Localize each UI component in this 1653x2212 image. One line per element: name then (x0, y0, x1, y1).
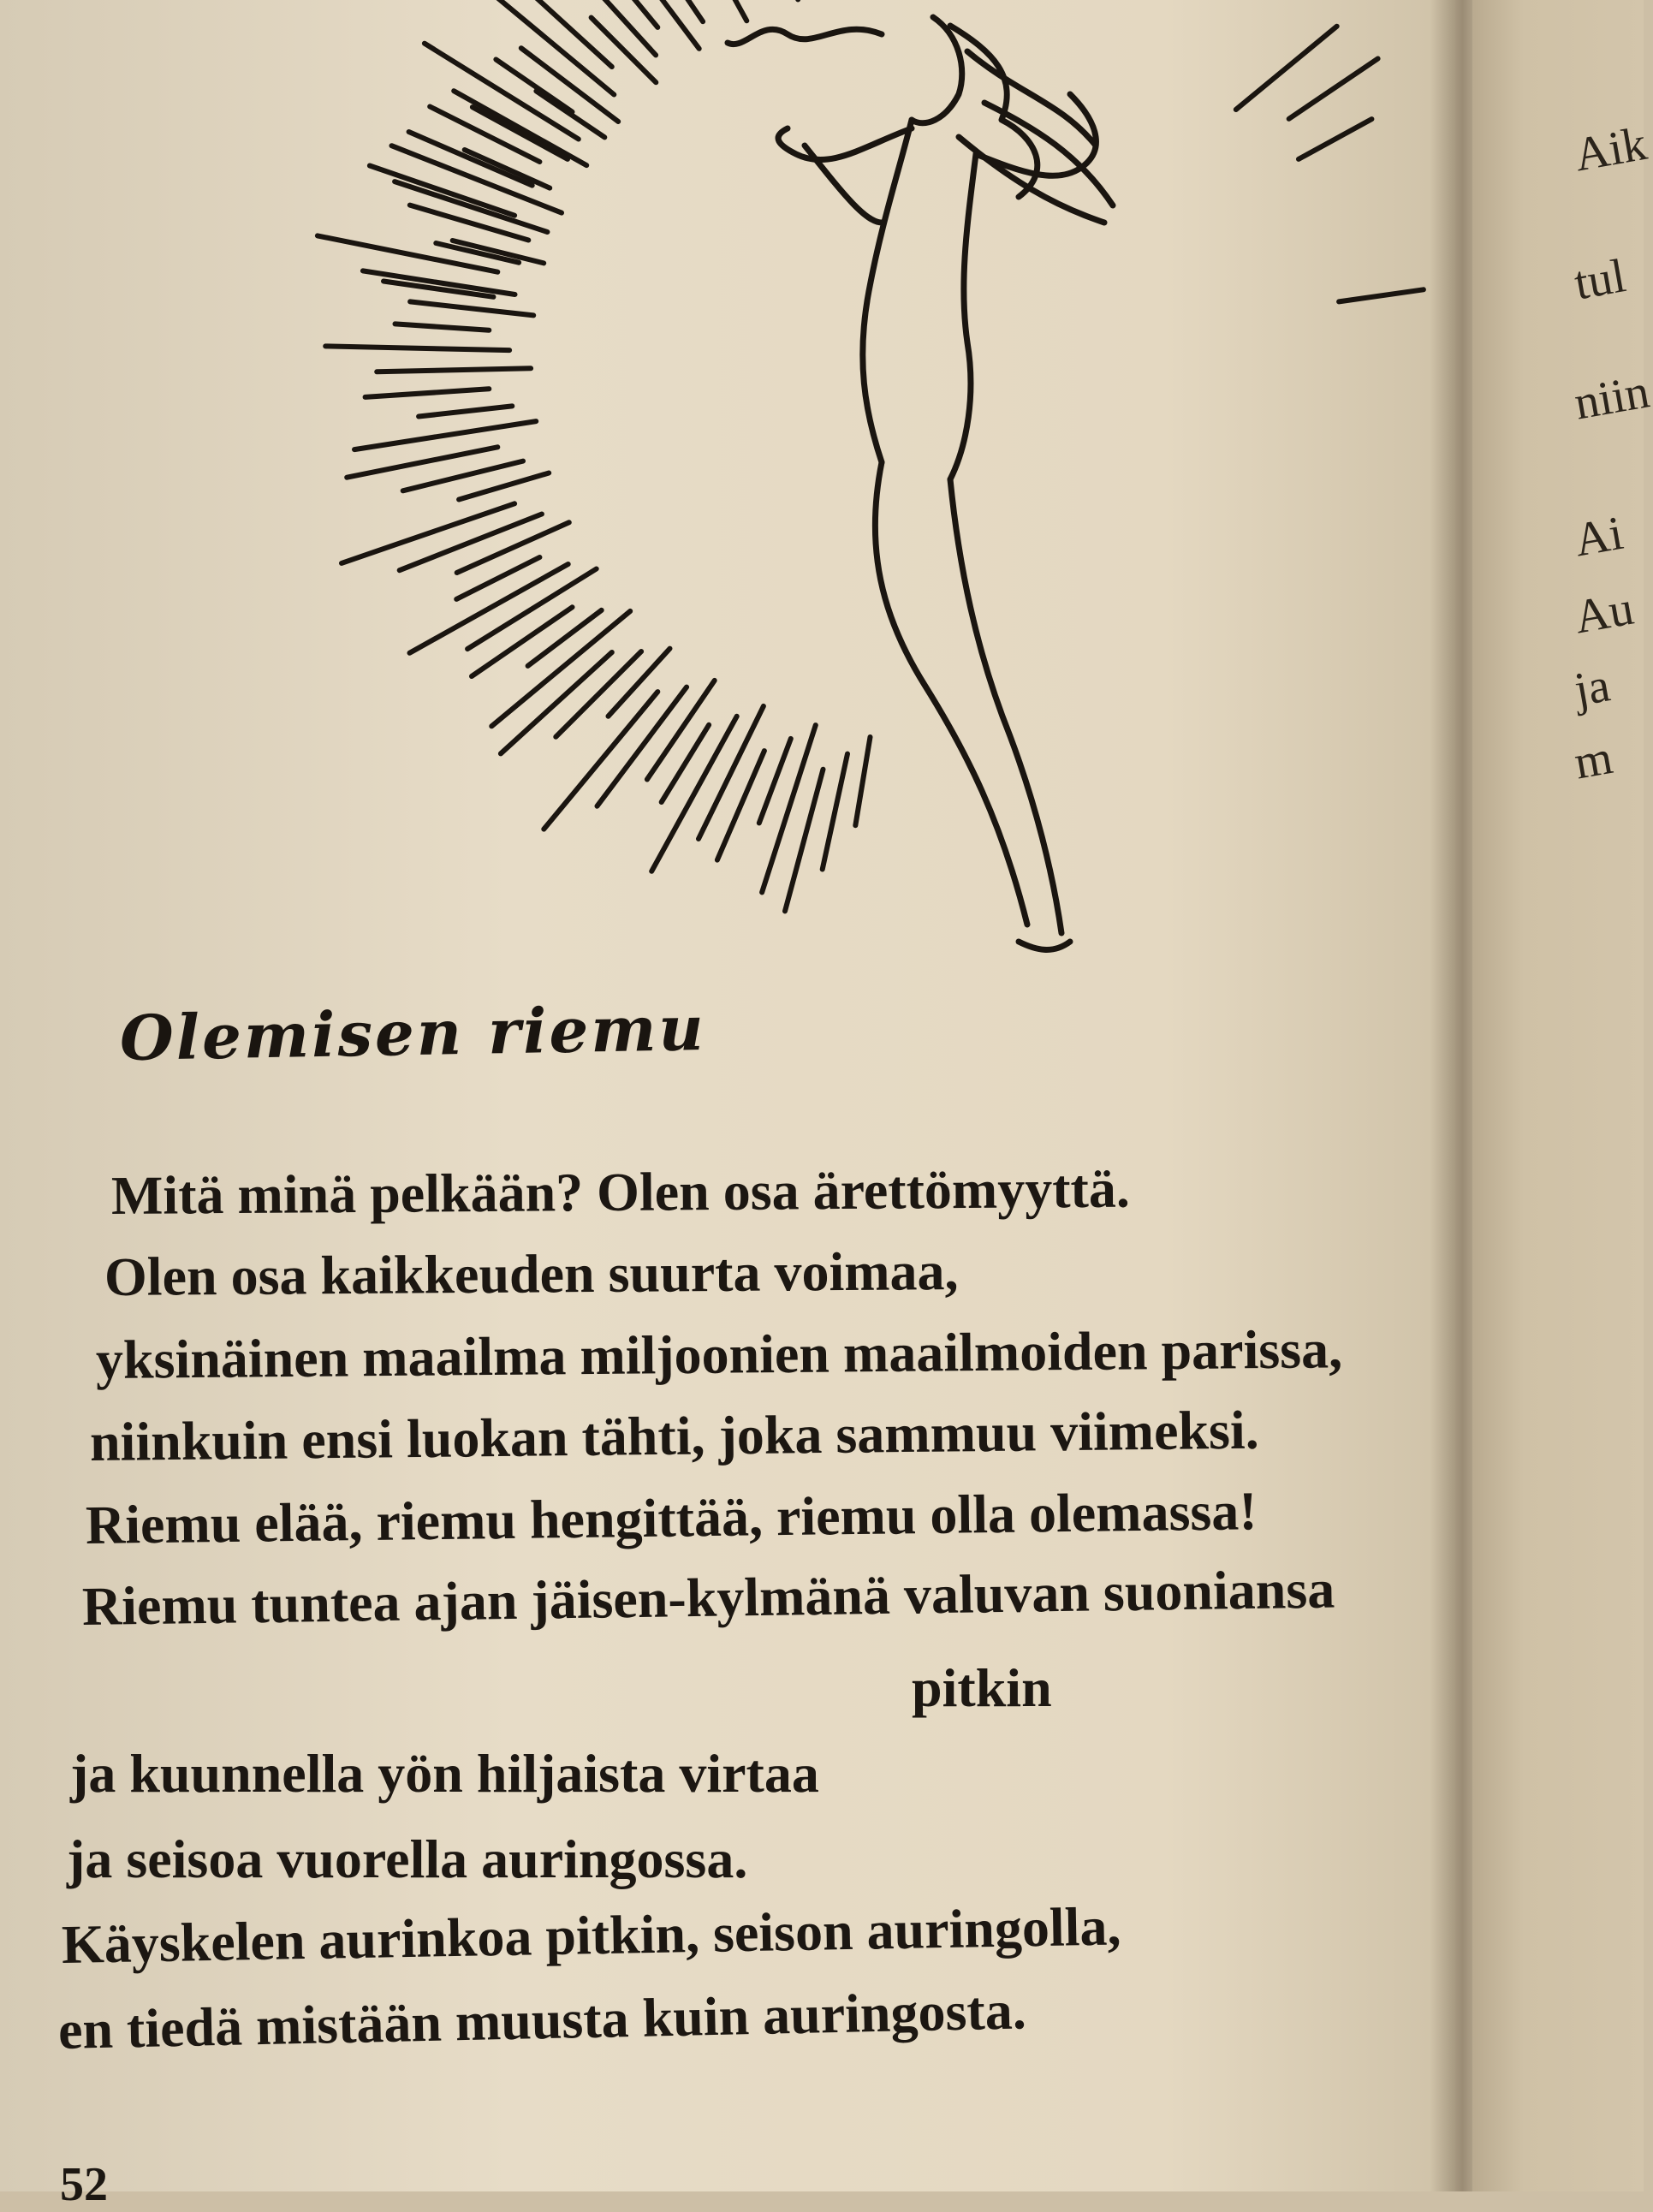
sun-ray (592, 18, 657, 83)
sun-ray (717, 751, 764, 860)
sun-ray (662, 725, 709, 802)
poem-line: Riemu tuntea ajan jäisen-kylmänä valuvan suoniansa (81, 1558, 1335, 1637)
sun-ray (370, 166, 514, 216)
poem-line: pitkin (912, 1657, 1052, 1718)
facing-fragment: Au (1570, 581, 1638, 645)
sun-ray (855, 737, 870, 825)
page-number: 52 (60, 2158, 108, 2211)
poem-line: niinkuin ensi luokan tähti, joka sammuu viimeksi. (89, 1399, 1260, 1472)
facing-fragment: ja (1570, 658, 1614, 717)
poem-line: yksinäinen maailma miljoonien maailmoiden parissa, (95, 1318, 1343, 1390)
sun-ray (457, 522, 569, 573)
poem-line: Riemu elää, riemu hengittää, riemu olla olemassa! (85, 1480, 1258, 1555)
sun-ray (1289, 59, 1378, 119)
sun-ray (377, 368, 531, 372)
sun-ray (609, 649, 670, 717)
poem-line: en tiedä mistään muusta kuin auringosta. (57, 1979, 1027, 2060)
poem-line: ja kuunnella yön hiljaista virtaa (70, 1743, 819, 1804)
facing-fragment: Aik (1570, 116, 1651, 182)
sun-ray (419, 406, 512, 416)
sun-ray (410, 205, 529, 241)
sun-ray (354, 421, 536, 449)
sun-ray (785, 770, 824, 912)
sun-ray (456, 557, 539, 599)
poem-line: ja seisoa vuorella auringossa. (67, 1828, 748, 1889)
sun-ray (366, 389, 490, 397)
sun-ray (823, 754, 847, 870)
sun-ray (528, 610, 602, 666)
poem-line: Käyskelen aurinkoa pitkin, seison auringolla, (61, 1895, 1122, 1975)
right-page (1472, 0, 1644, 2191)
sun-ray (410, 301, 533, 315)
sun-ray (410, 564, 568, 653)
sun-ray (491, 611, 630, 726)
facing-fragment: tul (1570, 249, 1630, 311)
poem-line: Olen osa kaikkeuden suurta voimaa, (104, 1240, 959, 1307)
poem-line: Mitä minä pelkään? Olen osa ärettömyyttä. (110, 1157, 1131, 1226)
sun-ray (544, 692, 657, 830)
sun-ray (1299, 119, 1371, 159)
sun-ray (395, 324, 490, 330)
sun-ray (675, 0, 746, 21)
facing-fragment: m (1570, 730, 1617, 790)
sun-ray (479, 0, 612, 67)
poem-title: Olemisen riemu (119, 991, 707, 1074)
sun-ray (1339, 289, 1424, 301)
sun-ray (459, 473, 549, 500)
sun-figure-illustration (111, 0, 1447, 993)
sun-ray (496, 60, 572, 112)
facing-fragment: Ai (1570, 506, 1627, 568)
facing-fragment: niin (1570, 365, 1653, 431)
sun-ray (325, 346, 509, 350)
sun-ray (536, 91, 604, 137)
